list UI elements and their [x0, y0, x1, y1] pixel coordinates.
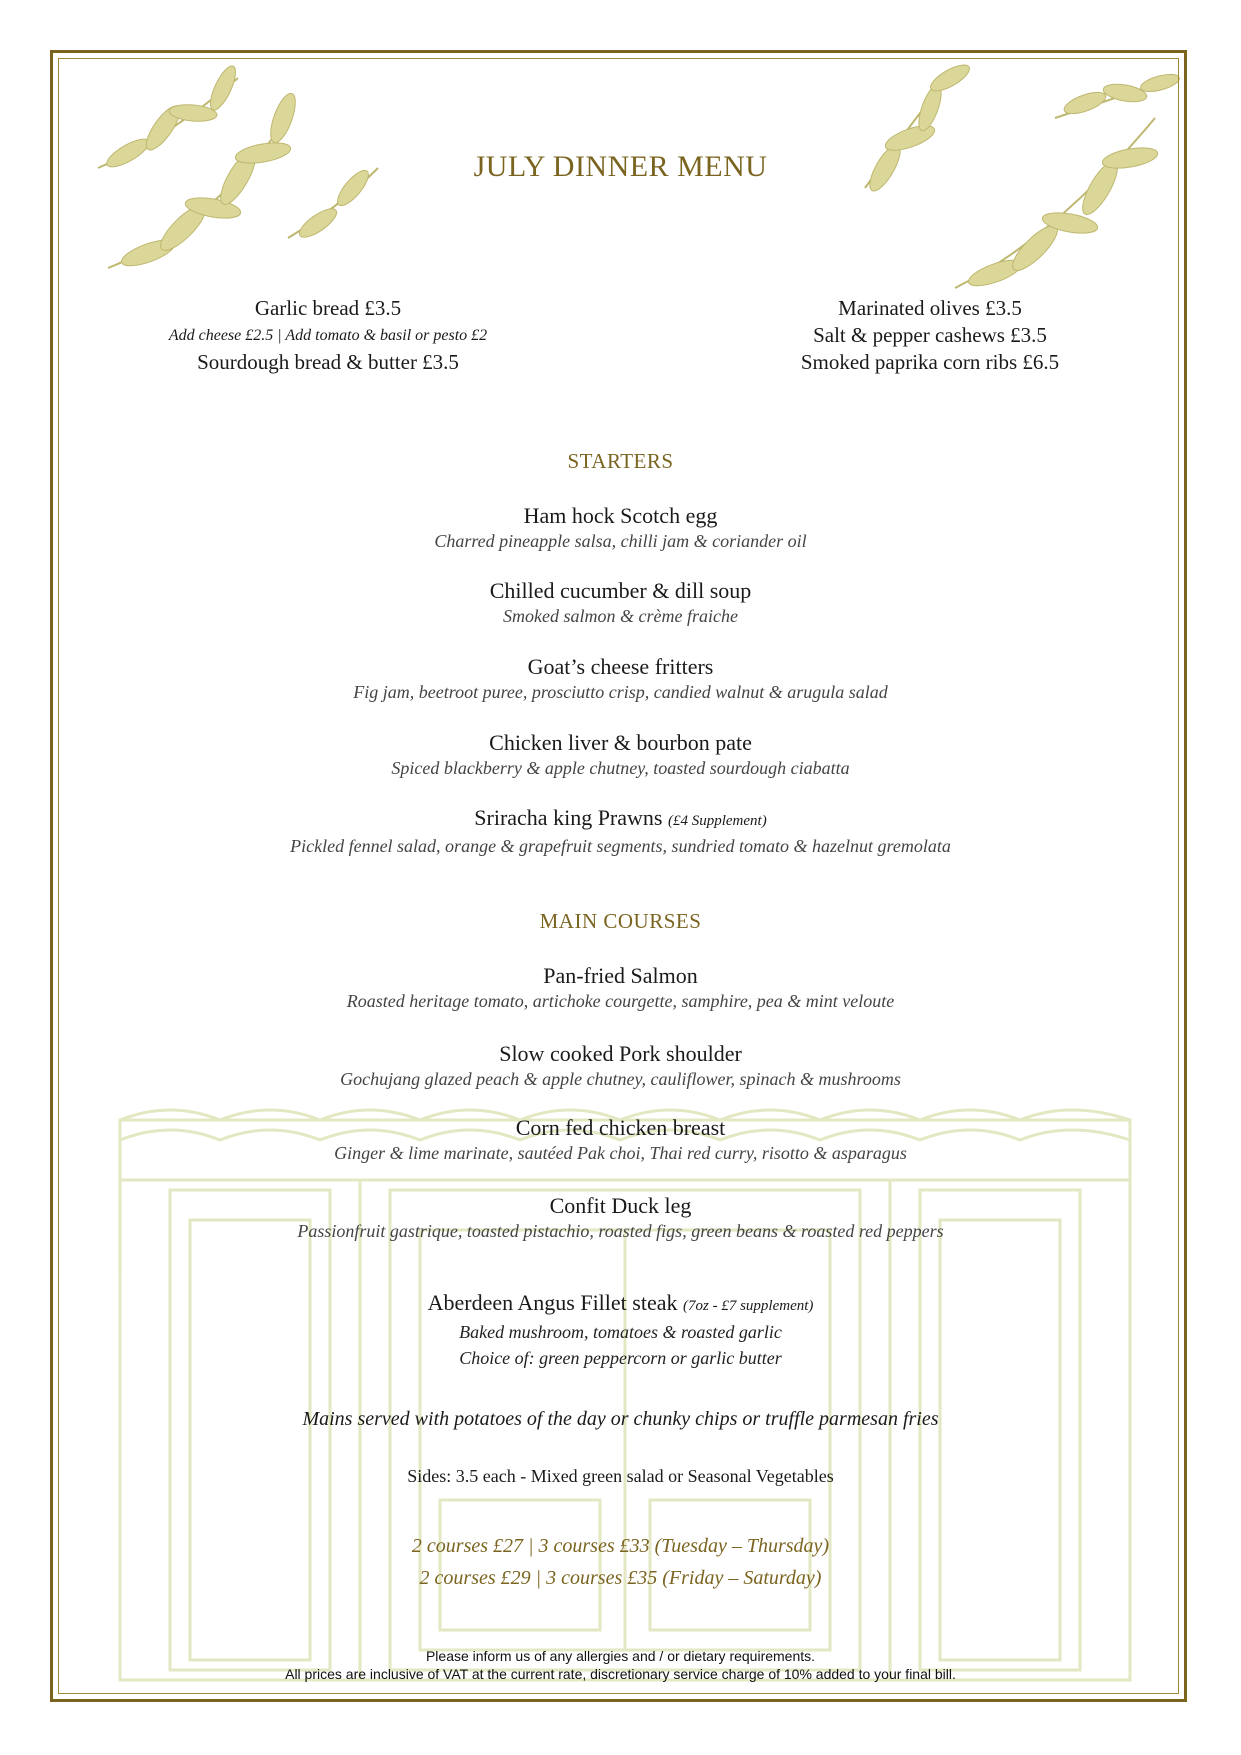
dish-name: Slow cooked Pork shoulder	[499, 1041, 742, 1066]
vat-service-note: All prices are inclusive of VAT at the current rate, discretionary service charge of 10% added to your final bill.	[285, 1666, 956, 1682]
main-item	[0, 1041, 1241, 1091]
menu-title: JULY DINNER MENU	[473, 150, 768, 183]
dish-description: Pickled fennel salad, orange & grapefruit segments, sundried tomato & hazelnut gremolata	[290, 836, 951, 856]
main-courses-heading: MAIN COURSES	[539, 909, 702, 933]
dish-name: Chilled cucumber & dill soup	[489, 578, 752, 603]
nibbles-right-column	[720, 295, 1140, 376]
starter-item	[0, 654, 1241, 704]
nibbles-left-column	[118, 295, 538, 376]
dish-description: Roasted heritage tomato, artichoke courgette, samphire, pea & mint veloute	[346, 991, 895, 1011]
dish-sauce-choice: Choice of: green peppercorn or garlic butter	[459, 1348, 782, 1368]
dish-name: Confit Duck leg	[549, 1193, 692, 1218]
dish-supplement: (7oz - £7 supplement)	[683, 1298, 814, 1314]
main-item-steak	[0, 1290, 1241, 1371]
dish-description: Fig jam, beetroot puree, prosciutto crisp, candied walnut & arugula salad	[353, 682, 888, 702]
starter-item	[0, 805, 1241, 858]
starters-heading: STARTERS	[567, 449, 674, 473]
main-item	[0, 963, 1241, 1013]
nibble-item: Marinated olives £3.5	[838, 296, 1022, 320]
dish-name: Corn fed chicken breast	[515, 1115, 726, 1140]
dish-description: Ginger & lime marinate, sautéed Pak choi, Thai red curry, risotto & asparagus	[334, 1143, 907, 1163]
mains-accompaniment-note: Mains served with potatoes of the day or chunky chips or truffle parmesan fries	[302, 1408, 939, 1430]
dish-name: Chicken liver & bourbon pate	[489, 730, 752, 755]
course-pricing	[0, 1530, 1241, 1594]
dish-description: Smoked salmon & crème fraiche	[503, 606, 738, 626]
nibble-item: Sourdough bread & butter £3.5	[197, 350, 459, 374]
starter-item	[0, 578, 1241, 628]
nibble-item: Salt & pepper cashews £3.5	[813, 323, 1047, 347]
footer-notes	[0, 1647, 1241, 1683]
dish-name: Ham hock Scotch egg	[523, 503, 718, 528]
dish-description: Passionfruit gastrique, toasted pistachio, roasted figs, green beans & roasted red peppers	[297, 1221, 944, 1241]
nibble-addon-note: Add cheese £2.5 | Add tomato & basil or pesto £2	[168, 327, 488, 344]
dish-description: Spiced blackberry & apple chutney, toasted sourdough ciabatta	[391, 758, 850, 778]
pricing-line: 2 courses £29 | 3 courses £35 (Friday – Saturday)	[419, 1567, 822, 1589]
allergy-note: Please inform us of any allergies and / or dietary requirements.	[425, 1648, 816, 1664]
dish-name: Pan-fried Salmon	[543, 963, 698, 988]
nibble-item: Garlic bread £3.5	[254, 296, 402, 320]
dish-name: Sriracha king Prawns	[474, 805, 663, 830]
dish-name: Aberdeen Angus Fillet steak	[427, 1290, 678, 1315]
main-item	[0, 1115, 1241, 1165]
pricing-line: 2 courses £27 | 3 courses £33 (Tuesday – Thursday)	[411, 1535, 830, 1557]
sides-line: Sides: 3.5 each - Mixed green salad or Seasonal Vegetables	[407, 1466, 834, 1486]
dish-name: Goat’s cheese fritters	[527, 654, 714, 679]
main-item	[0, 1193, 1241, 1243]
nibble-item: Smoked paprika corn ribs £6.5	[800, 350, 1060, 374]
dish-description: Charred pineapple salsa, chilli jam & coriander oil	[434, 531, 807, 551]
starter-item	[0, 730, 1241, 780]
dish-supplement: (£4 Supplement)	[667, 813, 767, 829]
dish-description: Baked mushroom, tomatoes & roasted garlic	[459, 1322, 782, 1342]
dish-description: Gochujang glazed peach & apple chutney, cauliflower, spinach & mushrooms	[340, 1069, 901, 1089]
starter-item	[0, 503, 1241, 553]
